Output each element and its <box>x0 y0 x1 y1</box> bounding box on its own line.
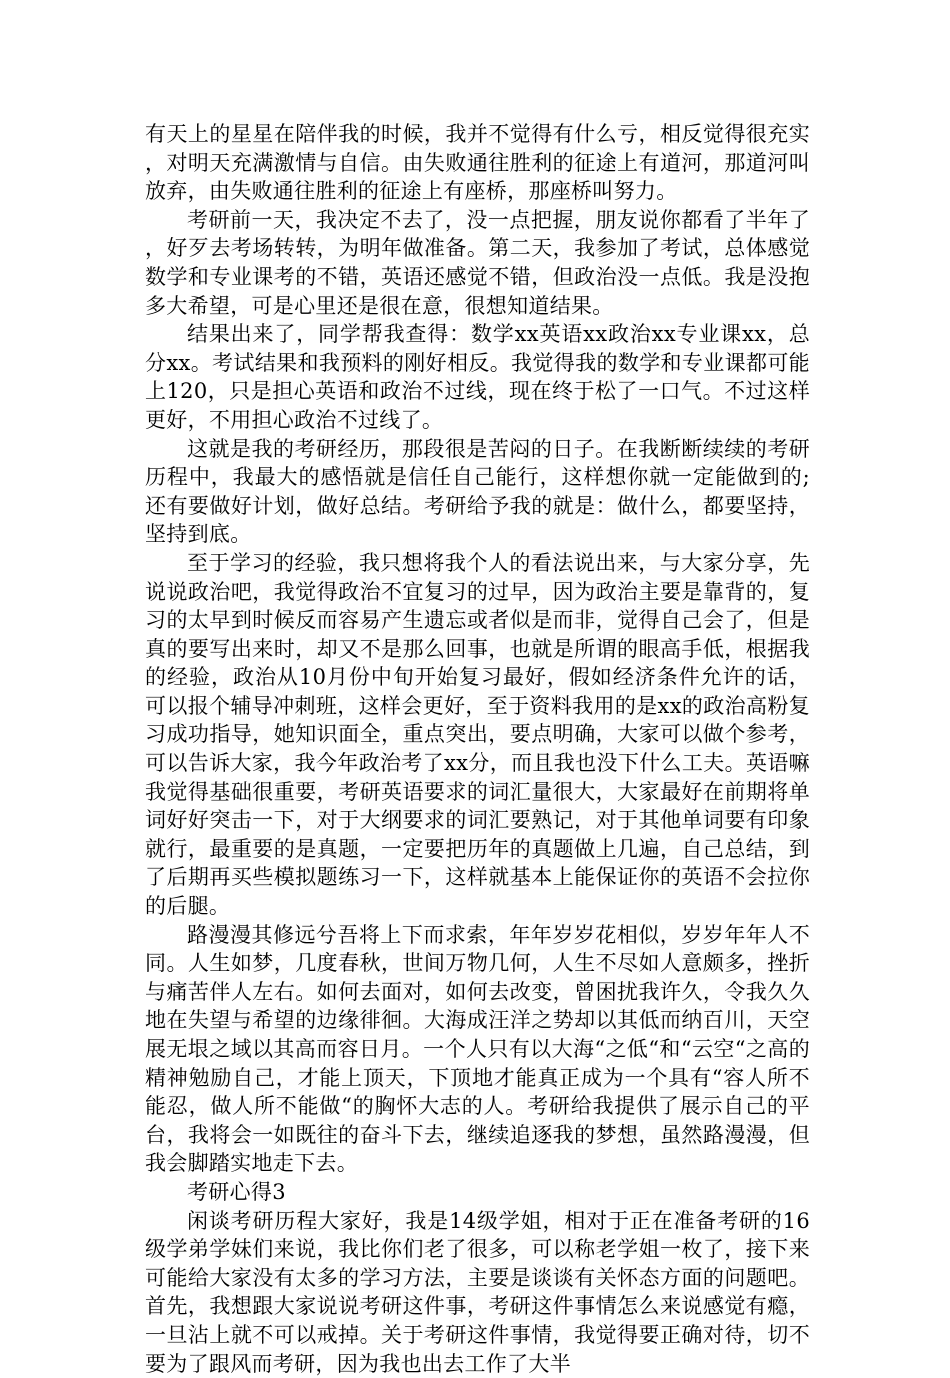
paragraph-results: 结果出来了，同学帮我查得：数学xx英语xx政治xx专业课xx，总分xx。考试结果和我预料的刚好相反。我觉得我的数学和专业课都可能上120，只是担心英语和政治不过线，现在终于松了一口气。不过这样更好，不用担心政治不过线了。 <box>145 322 810 432</box>
paragraph-study-tips: 至于学习的经验，我只想将我个人的看法说出来，与大家分享，先说说政治吧，我觉得政治不宜复习的过早，因为政治主要是靠背的，复习的太早到时候反而容易产生遗忘或者似是而非，觉得自己会了，但是真的要写出来时，却又不是那么回事，也就是所谓的眼高手低，根据我的经验，政治从10月份中旬开始复习最好，假如经济条件允许的话，可以报个辅导冲刺班，这样会更好，至于资料我用的是xx的政治高粉复习成功指导，她知识面全，重点突出，要点明确，大家可以做个参考，可以告诉大家，我今年政治考了xx分，而且我也没下什么工夫。英语嘛我觉得基础很重要，考研英语要求的词汇量很大，大家最好在前期将单词好好突击一下，对于大纲要求的词汇要熟记，对于其他单词要有印象就行，最重要的是真题，一定要把历年的真题做上几遍，自己总结，到了后期再买些模拟题练习一下，这样就基本上能保证你的英语不会拉你的后腿。 <box>145 550 810 919</box>
paragraph-section3-intro: 闲谈考研历程大家好，我是14级学姐，相对于正在准备考研的16级学弟学妹们来说，我比你们老了很多，可以称老学姐一枚了，接下来可能给大家没有太多的学习方法，主要是谈谈有关怀态方面的问题吧。 首先，我想跟大家说说考研这件事，考研这件事情怎么来说感觉有瘾，一旦沾上就不可以戒掉。关于考研这件事情，我觉得要正确对待，切不要为了跟风而考研，因为我也出去工作了大半 <box>145 1208 810 1376</box>
document-page <box>145 120 810 1378</box>
paragraph-reflection: 路漫漫其修远兮吾将上下而求索，年年岁岁花相似，岁岁年年人不同。人生如梦，几度春秋，世间万物几何，人生不尽如人意颇多，挫折与痛苦伴人左右。如何去面对，如何去改变，曾困扰我许久，令我久久地在失望与希望的边缘徘徊。大海成汪洋之势却以其低而纳百川，天空展无垠之域以其高而容日月。一个人只有以大海“之低“和“云空“之高的精神勉励自己，才能上顶天，下顶地才能真正成为一个具有“容人所不能忍，做人所不能做“的胸怀大志的人。考研给我提供了展示自己的平台，我将会一如既往的奋斗下去，继续追逐我的梦想，虽然路漫漫，但我会脚踏实地走下去。 <box>145 922 810 1176</box>
section-heading: 考研心得3 <box>187 1179 286 1204</box>
paragraph-continued: 有天上的星星在陪伴我的时候，我并不觉得有什么亏，相反觉得很充实，对明天充满激情与自信。由失败通往胜利的征途上有道河，那道河叫放弃，由失败通往胜利的征途上有座桥，那座桥叫努力。 <box>145 122 810 204</box>
paragraph-experience: 这就是我的考研经历，那段很是苦闷的日子。在我断断续续的考研历程中，我最大的感悟就是信任自己能行，这样想你就一定能做到的;还有要做好计划，做好总结。考研给予我的就是：做什么，都要坚持，坚持到底。 <box>145 436 810 547</box>
paragraph-exam-day: 考研前一天，我决定不去了，没一点把握，朋友说你都看了半年了，好歹去考场转转，为明年做准备。第二天，我参加了考试，总体感觉数学和专业课考的不错，英语还感觉不错，但政治没一点低。我是没抱多大希望，可是心里还是很在意，很想知道结果。 <box>145 207 810 318</box>
